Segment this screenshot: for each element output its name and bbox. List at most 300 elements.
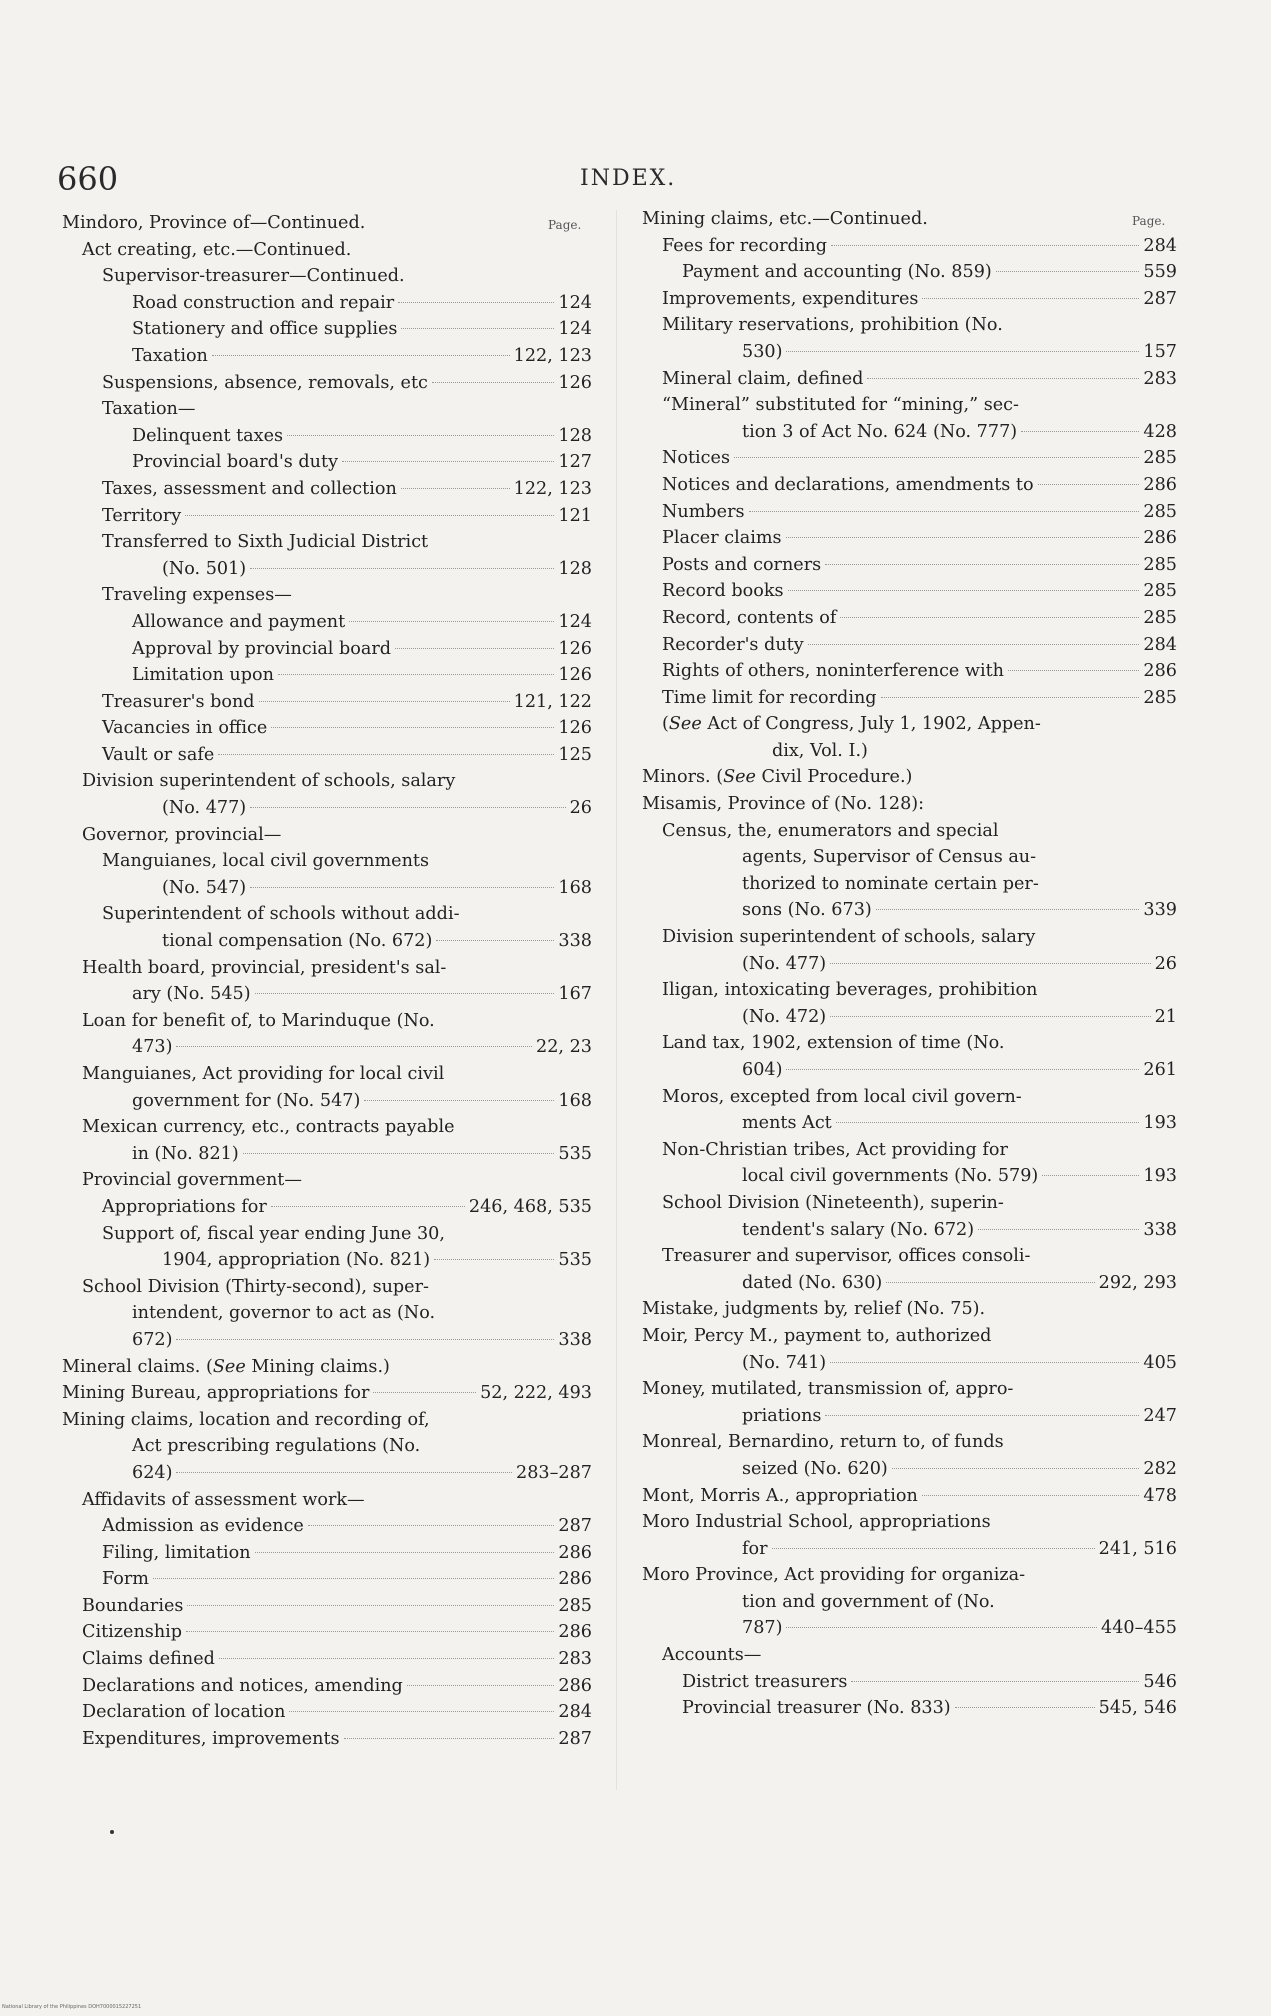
entry-text: Accounts— (662, 1645, 762, 1666)
entry-page: 22, 23 (536, 1037, 592, 1058)
dot-leader (401, 328, 554, 329)
entry-text: 530) (742, 341, 783, 362)
dot-leader (395, 648, 554, 649)
index-entry (62, 636, 592, 663)
index-entry (62, 290, 592, 317)
entry-text: Numbers (662, 501, 745, 522)
dot-leader (825, 1415, 1139, 1416)
index-entry (642, 764, 1177, 791)
index-entry (62, 1008, 592, 1035)
dot-leader (786, 537, 1140, 538)
entry-text: Notices and declarations, amendments to (662, 474, 1034, 495)
entry-text: Loan for benefit of, to Marinduque (No. (82, 1010, 435, 1031)
index-entry (642, 871, 1177, 898)
index-entry (62, 1300, 592, 1327)
entry-text: tion and government of (No. (742, 1591, 995, 1612)
entry-page: 535 (558, 1250, 592, 1271)
index-entry (642, 738, 1177, 765)
index-entry (62, 795, 592, 822)
entry-page: 285 (1143, 501, 1177, 522)
entry-text: Mining claims, location and recording of, (62, 1409, 430, 1430)
entry-page: 286 (558, 1675, 592, 1696)
entry-text: (No. 501) (162, 558, 247, 579)
index-entry (642, 658, 1177, 685)
entry-text: Supervisor-treasurer—Continued. (102, 266, 405, 287)
index-entry (62, 1433, 592, 1460)
index-entry (62, 556, 592, 583)
entry-text: Suspensions, absence, removals, etc (102, 372, 428, 393)
entry-text: Monreal, Bernardino, return to, of funds (642, 1432, 1004, 1453)
entry-text: Boundaries (82, 1595, 184, 1616)
entry-page: 167 (558, 984, 592, 1005)
entry-text: Moir, Percy M., payment to, authorized (642, 1325, 992, 1346)
dot-leader (830, 1016, 1150, 1017)
dot-leader (881, 697, 1140, 698)
entry-text: Transferred to Sixth Judicial District (102, 532, 429, 553)
entry-page: 125 (558, 744, 592, 765)
index-column-left (62, 210, 592, 1752)
index-entry (642, 711, 1177, 738)
index-entry (642, 632, 1177, 659)
dot-leader (432, 382, 555, 383)
index-entry (642, 844, 1177, 871)
entry-text: Taxes, assessment and collection (102, 478, 397, 499)
entry-text: Moros, excepted from local civil govern- (662, 1086, 1022, 1107)
index-entry (642, 1350, 1177, 1377)
index-entry (642, 1137, 1177, 1164)
entry-page: 338 (1143, 1219, 1177, 1240)
index-entry (62, 928, 592, 955)
dot-leader (825, 564, 1139, 565)
entry-text: Moro Province, Act providing for organiza- (642, 1565, 1026, 1586)
dot-leader (219, 1658, 554, 1659)
entry-text: Allowance and payment (132, 611, 346, 632)
dot-leader (185, 515, 554, 516)
entry-text: Mining Bureau, appropriations for (62, 1383, 370, 1404)
entry-page: 284 (558, 1702, 592, 1723)
index-entry (642, 578, 1177, 605)
index-entry (642, 233, 1177, 260)
entry-text: Provincial treasurer (No. 833) (682, 1698, 951, 1719)
scan-footer: National Library of the Philippines DOH7000015227251 (2, 2004, 142, 2010)
entry-page: 287 (558, 1728, 592, 1749)
entry-page: 122, 123 (513, 345, 592, 366)
entry-text: Form (102, 1569, 149, 1590)
dot-leader (734, 457, 1139, 458)
entry-text: Money, mutilated, transmission of, appro- (642, 1379, 1014, 1400)
entry-page: 247 (1143, 1405, 1177, 1426)
index-entry (642, 206, 1177, 233)
entry-text: Rights of others, noninterference with (662, 661, 1005, 682)
index-entry (642, 472, 1177, 499)
entry-text: Declaration of location (82, 1702, 286, 1723)
entry-text: Approval by provincial board (132, 638, 392, 659)
index-entry (642, 1057, 1177, 1084)
entry-page: 285 (1143, 581, 1177, 602)
index-entry (642, 1296, 1177, 1323)
entry-page: 193 (1143, 1166, 1177, 1187)
index-entry (642, 1084, 1177, 1111)
entry-text: priations (742, 1405, 822, 1426)
entry-page: 126 (558, 665, 592, 686)
entry-page: 285 (558, 1595, 592, 1616)
entry-text: Act creating, etc.—Continued. (82, 239, 352, 260)
entry-page: 122, 123 (513, 478, 592, 499)
page-number: 660 (57, 160, 119, 198)
entry-page: 339 (1143, 900, 1177, 921)
entry-text: Moro Industrial School, appropriations (642, 1512, 991, 1533)
dot-leader (398, 302, 554, 303)
entry-text: Vacancies in office (102, 718, 268, 739)
index-entry (62, 1061, 592, 1088)
dot-leader (851, 1681, 1139, 1682)
index-entry (642, 1456, 1177, 1483)
entry-text: “Mineral” substituted for “mining,” sec- (662, 395, 1019, 416)
entry-text: 787) (742, 1618, 783, 1639)
entry-text: Citizenship (82, 1622, 183, 1643)
dot-leader (867, 378, 1139, 379)
entry-text: Record books (662, 581, 784, 602)
entry-page: 193 (1143, 1113, 1177, 1134)
entry-page: 128 (558, 425, 592, 446)
index-entry (642, 1004, 1177, 1031)
entry-text: in (No. 821) (132, 1143, 239, 1164)
index-entry (62, 1221, 592, 1248)
index-entry (62, 689, 592, 716)
entry-text: Road construction and repair (132, 292, 395, 313)
entry-page: 124 (558, 319, 592, 340)
entry-page: 282 (1143, 1458, 1177, 1479)
entry-page: 286 (1143, 661, 1177, 682)
entry-text: Support of, fiscal year ending June 30, (102, 1223, 445, 1244)
index-entry (62, 210, 592, 237)
index-entry (62, 476, 592, 503)
dot-leader (278, 674, 554, 675)
index-entry (62, 981, 592, 1008)
page-label-right: Page. (1132, 214, 1166, 228)
index-entry (642, 499, 1177, 526)
entry-text: School Division (Nineteenth), superin- (662, 1192, 1004, 1213)
dot-leader (749, 511, 1140, 512)
index-entry (62, 1088, 592, 1115)
dot-leader (187, 1605, 554, 1606)
entry-text: Mont, Morris A., appropriation (642, 1485, 918, 1506)
index-entry (62, 1646, 592, 1673)
dot-leader (836, 1122, 1140, 1123)
dot-leader (436, 940, 554, 941)
dot-leader (786, 1627, 1097, 1628)
entry-page: 284 (1143, 634, 1177, 655)
entry-page: 21 (1154, 1006, 1177, 1027)
dot-leader (186, 1631, 554, 1632)
dot-leader (830, 963, 1150, 964)
index-entry (642, 1403, 1177, 1430)
entry-text: Taxation— (102, 399, 196, 420)
entry-text: tendent's salary (No. 672) (742, 1219, 975, 1240)
entry-text: Record, contents of (662, 607, 837, 628)
entry-text: Mineral claim, defined (662, 368, 864, 389)
entry-text: Limitation upon (132, 665, 274, 686)
index-entry (62, 955, 592, 982)
entry-text: seized (No. 620) (742, 1458, 888, 1479)
dot-leader (243, 1153, 555, 1154)
entry-text: Division superintendent of schools, salary (662, 927, 1036, 948)
entry-text: Act prescribing regulations (No. (132, 1436, 421, 1457)
index-entry (62, 1354, 592, 1381)
index-entry (62, 1274, 592, 1301)
entry-text: (No. 477) (162, 798, 247, 819)
index-entry (642, 1243, 1177, 1270)
entry-text: (No. 472) (742, 1006, 827, 1027)
dot-leader (996, 271, 1140, 272)
entry-page: 287 (1143, 288, 1177, 309)
dot-leader (271, 727, 554, 728)
index-entry (62, 1407, 592, 1434)
entry-text: Provincial board's duty (132, 452, 339, 473)
entry-text: dix, Vol. I.) (772, 740, 868, 761)
entry-text: Payment and accounting (No. 859) (682, 262, 992, 283)
entry-text: District treasurers (682, 1671, 848, 1692)
entry-page: 283 (558, 1649, 592, 1670)
index-entry (642, 1669, 1177, 1696)
index-entry (62, 1540, 592, 1567)
dot-leader (250, 568, 554, 569)
entry-page: 121, 122 (513, 691, 592, 712)
dot-leader (978, 1229, 1139, 1230)
entry-text: for (742, 1538, 768, 1559)
entry-page: 286 (1143, 474, 1177, 495)
index-entry (642, 897, 1177, 924)
entry-page: 285 (1143, 448, 1177, 469)
entry-page: 292, 293 (1098, 1272, 1177, 1293)
entry-page: 535 (558, 1143, 592, 1164)
entry-text: ary (No. 545) (132, 984, 251, 1005)
entry-text: (See Act of Congress, July 1, 1902, Appen- (662, 714, 1041, 735)
index-entry (642, 1190, 1177, 1217)
index-entry (62, 1247, 592, 1274)
dot-leader (892, 1468, 1140, 1469)
index-entry (62, 715, 592, 742)
dot-leader (1008, 670, 1139, 671)
index-entry (642, 1615, 1177, 1642)
page-label-left: Page. (548, 218, 582, 232)
dot-leader (786, 1069, 1139, 1070)
index-entry (642, 1589, 1177, 1616)
entry-page: 545, 546 (1098, 1698, 1177, 1719)
entry-text: Mistake, judgments by, relief (No. 75). (642, 1299, 986, 1320)
index-entry (642, 605, 1177, 632)
entry-page: 168 (558, 877, 592, 898)
entry-text: School Division (Thirty-second), super- (82, 1276, 429, 1297)
entry-page: 121 (558, 505, 592, 526)
entry-text: Expenditures, improvements (82, 1728, 340, 1749)
entry-text: government for (No. 547) (132, 1090, 361, 1111)
entry-text: Governor, provincial— (82, 824, 282, 845)
entry-text: 1904, appropriation (No. 821) (162, 1250, 431, 1271)
entry-page: 283 (1143, 368, 1177, 389)
entry-page: 128 (558, 558, 592, 579)
entry-page: 52, 222, 493 (480, 1383, 592, 1404)
dot-leader (808, 644, 1140, 645)
index-entry (642, 1163, 1177, 1190)
entry-text: Mineral claims. (See Mining claims.) (62, 1356, 390, 1377)
entry-text: Non-Christian tribes, Act providing for (662, 1139, 1008, 1160)
entry-page: 261 (1143, 1060, 1177, 1080)
index-entry (62, 1593, 592, 1620)
entry-page: 284 (1143, 235, 1177, 256)
index-entry (642, 1030, 1177, 1057)
entry-text: Treasurer's bond (102, 691, 255, 712)
entry-text: 473) (132, 1037, 173, 1058)
dot-leader (831, 245, 1139, 246)
entry-text: Land tax, 1902, extension of time (No. (662, 1033, 1005, 1054)
entry-text: Posts and corners (662, 554, 822, 575)
index-entry (62, 263, 592, 290)
index-entry (62, 1699, 592, 1726)
stray-mark (110, 1830, 114, 1834)
index-entry (62, 582, 592, 609)
entry-text: Placer claims (662, 528, 782, 549)
entry-page: 287 (558, 1516, 592, 1537)
entry-text: Taxation (132, 345, 208, 366)
index-entry (62, 1619, 592, 1646)
entry-text: Mindoro, Province of—Continued. (62, 213, 366, 233)
index-entry (62, 1566, 592, 1593)
dot-leader (407, 1685, 555, 1686)
entry-page: 286 (558, 1569, 592, 1590)
dot-leader (373, 1392, 476, 1393)
dot-leader (786, 351, 1139, 352)
dot-leader (259, 701, 510, 702)
dot-leader (788, 590, 1140, 591)
entry-page: 126 (558, 372, 592, 393)
entry-text: tion 3 of Act No. 624 (No. 777) (742, 421, 1018, 442)
entry-text: Stationery and office supplies (132, 319, 398, 340)
dot-leader (1042, 1175, 1139, 1176)
dot-leader (255, 993, 555, 994)
index-entry (642, 1695, 1177, 1722)
entry-text: Mining claims, etc.—Continued. (642, 209, 928, 229)
index-entry (642, 445, 1177, 472)
index-entry (62, 316, 592, 343)
entry-text: Time limit for recording (662, 687, 877, 708)
index-entry (642, 818, 1177, 845)
entry-text: tional compensation (No. 672) (162, 931, 433, 952)
dot-leader (830, 1362, 1139, 1363)
index-entry (642, 685, 1177, 712)
entry-text: Traveling expenses— (102, 585, 292, 606)
entry-text: Treasurer and supervisor, offices consoli- (662, 1246, 1031, 1267)
dot-leader (364, 1100, 554, 1101)
entry-page: 286 (558, 1542, 592, 1563)
dot-leader (308, 1525, 555, 1526)
index-entry (642, 552, 1177, 579)
entry-page: 286 (558, 1622, 592, 1643)
dot-leader (342, 461, 554, 462)
dot-leader (922, 1495, 1140, 1496)
index-entry (642, 1642, 1177, 1669)
entry-page: 286 (1143, 528, 1177, 549)
index-entry (62, 1194, 592, 1221)
entry-page: 338 (558, 931, 592, 952)
entry-text: Census, the, enumerators and special (662, 820, 999, 841)
entry-text: thorized to nominate certain per- (742, 873, 1039, 894)
index-entry (62, 370, 592, 397)
dot-leader (271, 1206, 465, 1207)
entry-text: Delinquent taxes (132, 425, 284, 446)
entry-text: (No. 741) (742, 1352, 827, 1373)
entry-text: Manguianes, Act providing for local civil (82, 1064, 445, 1084)
index-entry (62, 901, 592, 928)
dot-leader (289, 1711, 554, 1712)
dot-leader (255, 1552, 555, 1553)
index-entry (642, 286, 1177, 313)
index-entry (62, 742, 592, 769)
column-divider (616, 210, 617, 1790)
index-entry (642, 1376, 1177, 1403)
entry-text: Military reservations, prohibition (No. (662, 315, 1003, 336)
dot-leader (176, 1339, 554, 1340)
entry-page: 127 (558, 452, 592, 473)
dot-leader (876, 909, 1140, 910)
entry-page: 559 (1143, 262, 1177, 283)
index-entry (62, 848, 592, 875)
entry-text: Appropriations for (102, 1196, 267, 1217)
entry-page: 428 (1143, 421, 1177, 442)
index-entry (62, 529, 592, 556)
dot-leader (401, 488, 510, 489)
index-entry (642, 392, 1177, 419)
dot-leader (176, 1472, 512, 1473)
index-entry (642, 1270, 1177, 1297)
index-entry (642, 339, 1177, 366)
entry-page: 405 (1143, 1352, 1177, 1373)
dot-leader (250, 887, 554, 888)
dot-leader (250, 807, 565, 808)
entry-text: (No. 477) (742, 953, 827, 974)
entry-text: Superintendent of schools without addi- (102, 904, 460, 925)
index-entry (62, 1673, 592, 1700)
dot-leader (287, 435, 554, 436)
entry-page: 246, 468, 535 (468, 1196, 592, 1217)
index-entry (642, 312, 1177, 339)
dot-leader (840, 617, 1139, 618)
entry-text: Minors. (See Civil Procedure.) (642, 767, 913, 788)
index-entry (642, 1323, 1177, 1350)
dot-leader (1021, 431, 1139, 432)
dot-leader (922, 298, 1139, 299)
entry-text: Declarations and notices, amending (82, 1675, 403, 1696)
entry-text: Notices (662, 448, 730, 469)
index-entry (642, 1217, 1177, 1244)
entry-text: Fees for recording (662, 235, 827, 256)
entry-page: 546 (1143, 1671, 1177, 1692)
index-entry (642, 366, 1177, 393)
entry-text: Iligan, intoxicating beverages, prohibition (662, 980, 1038, 1001)
dot-leader (212, 355, 510, 356)
dot-leader (772, 1548, 1095, 1549)
entry-text: sons (No. 673) (742, 900, 872, 921)
index-entry (642, 1536, 1177, 1563)
entry-text: Mexican currency, etc., contracts payable (82, 1117, 455, 1138)
entry-page: 157 (1143, 341, 1177, 362)
entry-text: local civil governments (No. 579) (742, 1166, 1039, 1187)
dot-leader (886, 1282, 1094, 1283)
entry-text: Health board, provincial, president's sal- (82, 957, 447, 978)
entry-page: 283–287 (516, 1462, 592, 1483)
index-entry (642, 259, 1177, 286)
entry-page: 241, 516 (1098, 1538, 1177, 1559)
